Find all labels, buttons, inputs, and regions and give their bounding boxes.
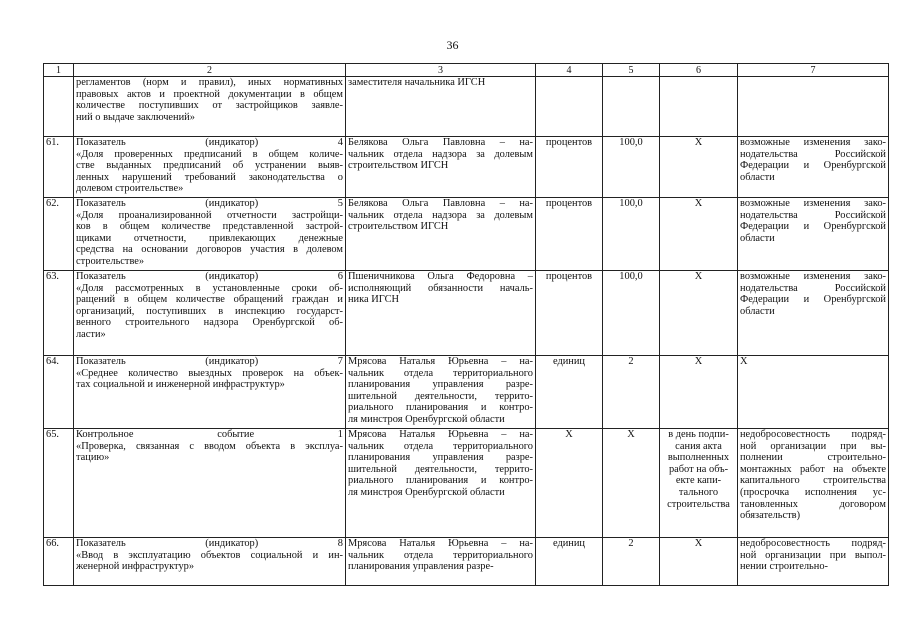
indicator-line: тах социальной и инженерной инфраструктур» xyxy=(76,379,285,391)
responsible-line: чальник отдела территориального xyxy=(348,549,533,561)
note-line: области xyxy=(740,232,775,244)
indicator-line: ласти» xyxy=(76,328,106,340)
note-line: нодательства Российской xyxy=(740,148,886,160)
indicator-line: женерной инфраструктур» xyxy=(76,561,195,573)
indicator-line: ний о выдаче заключений» xyxy=(76,111,195,123)
indicator-line: строительстве» xyxy=(76,255,145,267)
row-number-cell xyxy=(44,198,74,271)
unit-cell xyxy=(536,356,603,429)
col6-line: сания акта xyxy=(675,440,722,452)
note-line: области xyxy=(740,171,775,183)
col6-line: в день подпи- xyxy=(668,429,729,440)
indicator-line: «Проверка, связанная с вводом объекта в эксплуа- xyxy=(76,440,343,452)
num-text: 66. xyxy=(46,538,59,549)
table-row xyxy=(44,429,889,538)
responsible-line: чальник отдела территориального xyxy=(348,440,533,452)
responsible-cell xyxy=(346,77,536,137)
indicator-line: Показатель (индикатор) 7 xyxy=(76,356,343,367)
responsible-line: планирования управления разре- xyxy=(348,452,533,464)
note-line: недобросовестность подряд- xyxy=(740,538,886,549)
value-cell xyxy=(603,356,660,429)
col6-line: X xyxy=(694,198,703,209)
deadline-cell xyxy=(660,429,738,538)
indicator-line: Показатель (индикатор) 8 xyxy=(76,538,343,549)
note-line: возможные изменения зако- xyxy=(740,137,886,148)
num-text: 64. xyxy=(46,356,59,367)
responsible-line: планирования управления разре- xyxy=(348,561,494,573)
row-number-cell xyxy=(44,429,74,538)
unit-text: X xyxy=(565,429,573,440)
value-cell xyxy=(603,429,660,538)
note-line: Федерации и Оренбургской xyxy=(740,294,886,306)
responsible-line: Белякова Ольга Павловна – на- xyxy=(348,137,533,148)
note-line: нодательства Российской xyxy=(740,282,886,294)
table-row xyxy=(44,271,889,356)
num-text: 63. xyxy=(46,271,59,282)
note-text: X xyxy=(740,356,748,367)
unit-cell xyxy=(536,429,603,538)
risk-note-cell xyxy=(738,271,889,356)
table-row xyxy=(44,137,889,198)
deadline-cell xyxy=(660,137,738,198)
header-cell-3: 3 xyxy=(346,64,536,77)
unit-text: процентов xyxy=(545,198,593,209)
value-text: 100,0 xyxy=(619,198,643,209)
indicator-line: стве выданных предписаний об устранении выяв- xyxy=(76,160,343,172)
num-text: 61. xyxy=(46,137,59,148)
indicator-line: ращений в общем количестве обращений граждан и xyxy=(76,294,343,306)
value-text: 100,0 xyxy=(619,271,643,282)
indicator-line: долевом строительстве» xyxy=(76,183,184,195)
indicator-line: организаций, поступивших в инспекцию государст- xyxy=(76,305,343,317)
responsible-cell xyxy=(346,198,536,271)
risk-note-cell xyxy=(738,429,889,538)
responsible-cell xyxy=(346,271,536,356)
indicator-cell xyxy=(74,271,346,356)
col6-line: строительства xyxy=(667,498,730,510)
note-line: ной организации при выпол- xyxy=(740,549,886,561)
responsible-line: риального планирования и контро- xyxy=(348,475,533,487)
responsible-line: Пшеничникова Ольга Федоровна – xyxy=(348,271,533,282)
responsible-line: заместителя начальника ИГСН xyxy=(348,77,486,88)
table-row xyxy=(44,356,889,429)
value-cell xyxy=(603,538,660,586)
note-line: нении строительно- xyxy=(740,561,828,573)
indicator-line: Показатель (индикатор) 6 xyxy=(76,271,343,282)
col6-line: екте капи- xyxy=(675,475,722,487)
indicator-line: тацию» xyxy=(76,452,110,464)
table-row xyxy=(44,198,889,271)
indicator-cell xyxy=(74,538,346,586)
note-line: недобросовестность подряд- xyxy=(740,429,886,440)
note-line: тановленных договором xyxy=(740,498,886,510)
responsible-line: Мрясова Наталья Юрьевна – на- xyxy=(348,429,533,440)
col6-line: X xyxy=(694,356,703,367)
indicator-line: «Доля проверенных предписаний в общем количе- xyxy=(76,148,343,160)
indicator-line: Контрольное событие 1 xyxy=(76,429,343,440)
indicator-line: «Доля проанализированной отчетности застройщи- xyxy=(76,209,343,221)
note-line: ной организации при вы- xyxy=(740,440,886,452)
value-cell xyxy=(603,198,660,271)
unit-text: процентов xyxy=(545,137,593,148)
indicator-line: Показатель (индикатор) 4 xyxy=(76,137,343,148)
responsible-line: шительной деятельности, террито- xyxy=(348,390,533,402)
note-line: Федерации и Оренбургской xyxy=(740,160,886,172)
unit-text: процентов xyxy=(545,271,593,282)
responsible-line: строительством ИГСН xyxy=(348,221,449,233)
responsible-line: ля минстроя Оренбургской области xyxy=(348,486,505,498)
note-line: возможные изменения зако- xyxy=(740,198,886,209)
unit-text: единиц xyxy=(552,538,585,549)
col6-line: выполненных xyxy=(667,452,730,464)
unit-text: единиц xyxy=(552,356,585,367)
note-line: Федерации и Оренбургской xyxy=(740,221,886,233)
indicator-cell xyxy=(74,198,346,271)
responsible-cell xyxy=(346,356,536,429)
note-line: монтажных работ на объекте xyxy=(740,463,886,475)
risk-note-cell xyxy=(738,356,889,429)
note-line: обязательств) xyxy=(740,510,801,522)
header-cell-1: 1 xyxy=(44,64,74,77)
note-line: нодательства Российской xyxy=(740,209,886,221)
indicator-line: «Доля рассмотренных в установленные сроки об- xyxy=(76,282,343,294)
risk-note-cell xyxy=(738,198,889,271)
note-line: (просрочка исполнения ус- xyxy=(740,486,886,498)
risk-note-cell xyxy=(738,137,889,198)
col6-line: работ на объ- xyxy=(668,463,729,475)
col6-line: X xyxy=(694,538,703,549)
responsible-line: чальник отдела надзора за долевым xyxy=(348,209,533,221)
note-line: полнении строительно- xyxy=(740,452,886,464)
value-text: X xyxy=(627,429,635,440)
deadline-cell xyxy=(660,538,738,586)
indicator-line: Показатель (индикатор) 5 xyxy=(76,198,343,209)
row-number-cell xyxy=(44,137,74,198)
responsible-cell xyxy=(346,137,536,198)
header-cell-7: 7 xyxy=(738,64,889,77)
indicator-line: «Среднее количество выездных проверок на объек- xyxy=(76,367,343,379)
indicator-line: «Ввод в эксплуатацию объектов социальной и ин- xyxy=(76,549,343,561)
note-line: капитального строительства xyxy=(740,475,886,487)
table-row xyxy=(44,77,889,137)
deadline-cell xyxy=(660,271,738,356)
deadline-cell xyxy=(660,77,738,137)
responsible-line: планирования управления разре- xyxy=(348,379,533,391)
unit-cell xyxy=(536,77,603,137)
responsible-line: ля минстроя Оренбургской области xyxy=(348,413,505,425)
col6-line: X xyxy=(694,271,703,282)
col6-line: тального xyxy=(678,486,719,498)
indicator-line: ков в общем количестве представленной застрой- xyxy=(76,221,343,233)
row-number-cell xyxy=(44,271,74,356)
header-cell-6: 6 xyxy=(660,64,738,77)
responsible-line: Мрясова Наталья Юрьевна – на- xyxy=(348,356,533,367)
note-line: области xyxy=(740,305,775,317)
responsible-cell xyxy=(346,538,536,586)
responsible-cell xyxy=(346,429,536,538)
header-cell-2: 2 xyxy=(74,64,346,77)
indicator-cell xyxy=(74,137,346,198)
value-cell xyxy=(603,271,660,356)
program-table xyxy=(43,63,889,586)
indicator-line: правовых актов и проектной документации в общем xyxy=(76,88,343,100)
risk-note-cell xyxy=(738,77,889,137)
unit-cell xyxy=(536,271,603,356)
responsible-line: риального планирования и контро- xyxy=(348,402,533,414)
responsible-line: исполняющий обязанности началь- xyxy=(348,282,533,294)
value-cell xyxy=(603,137,660,198)
indicator-cell xyxy=(74,356,346,429)
header-row xyxy=(44,64,889,77)
row-number-cell xyxy=(44,538,74,586)
risk-note-cell xyxy=(738,538,889,586)
responsible-line: Белякова Ольга Павловна – на- xyxy=(348,198,533,209)
header-cell-5: 5 xyxy=(603,64,660,77)
indicator-line: регламентов (норм и правил), иных нормативных xyxy=(76,77,343,88)
indicator-line: ленных нарушений требований законодательства о xyxy=(76,171,343,183)
value-text: 2 xyxy=(628,538,634,549)
responsible-line: шительной деятельности, террито- xyxy=(348,463,533,475)
header-cell-4: 4 xyxy=(536,64,603,77)
responsible-line: чальник отдела территориального xyxy=(348,367,533,379)
value-text: 100,0 xyxy=(619,137,643,148)
deadline-cell xyxy=(660,356,738,429)
responsible-line: Мрясова Наталья Юрьевна – на- xyxy=(348,538,533,549)
indicator-line: щиками отчетности, привлекающих денежные xyxy=(76,232,343,244)
page-number: 36 xyxy=(446,38,459,52)
note-line: возможные изменения зако- xyxy=(740,271,886,282)
unit-cell xyxy=(536,538,603,586)
row-number-cell xyxy=(44,77,74,137)
num-text: 62. xyxy=(46,198,59,209)
indicator-line: количестве поступивших от застройщиков заявле- xyxy=(76,100,343,112)
num-text: 65. xyxy=(46,429,59,440)
indicator-line: средства на основании договоров участия в долевом xyxy=(76,244,343,256)
responsible-line: строительством ИГСН xyxy=(348,160,449,172)
responsible-line: ника ИГСН xyxy=(348,294,400,306)
unit-cell xyxy=(536,198,603,271)
indicator-line: венного строительного надзора Оренбургской об- xyxy=(76,317,343,329)
indicator-cell xyxy=(74,77,346,137)
table-body xyxy=(44,64,889,586)
indicator-cell xyxy=(74,429,346,538)
deadline-cell xyxy=(660,198,738,271)
col6-line: X xyxy=(694,137,703,148)
unit-cell xyxy=(536,137,603,198)
table-row xyxy=(44,538,889,586)
value-cell xyxy=(603,77,660,137)
row-number-cell xyxy=(44,356,74,429)
value-text: 2 xyxy=(628,356,634,367)
responsible-line: чальник отдела надзора за долевым xyxy=(348,148,533,160)
